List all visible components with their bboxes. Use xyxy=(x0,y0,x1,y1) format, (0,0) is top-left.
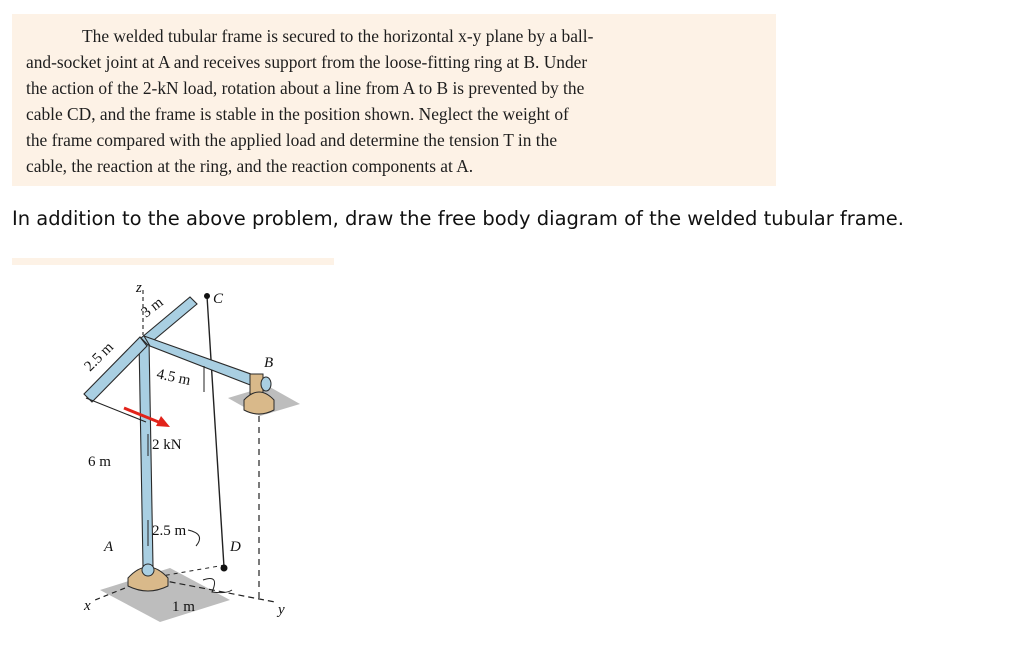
label-1m: 1 m xyxy=(172,599,195,615)
problem-line-1: The welded tubular frame is secured to the horizontal x-y plane by a ball- xyxy=(82,26,594,46)
vertical-tube xyxy=(139,340,153,567)
instruction-text: In addition to the above problem, draw the free body diagram of the welded tubular frame. xyxy=(12,207,904,230)
anchor-d xyxy=(221,565,228,572)
problem-line-5: the frame compared with the applied load and determine the tension T in the xyxy=(26,130,558,150)
label-3m: 3 m xyxy=(138,294,167,322)
load-line xyxy=(86,398,146,422)
label-4-5m: 4.5 m xyxy=(155,366,192,390)
label-b: B xyxy=(264,355,274,371)
label-a: A xyxy=(104,539,114,555)
label-y: y xyxy=(278,602,285,618)
problem-line-4: cable CD, and the frame is stable in the position shown. Neglect the weight of xyxy=(26,104,569,124)
ball-a xyxy=(142,564,154,576)
problem-line-6: cable, the reaction at the ring, and the reaction components at A. xyxy=(26,156,474,176)
label-2-5m-bottom: 2.5 m xyxy=(152,523,187,539)
label-c: C xyxy=(213,291,224,307)
label-d: D xyxy=(230,539,241,555)
problem-line-3: the action of the 2-kN load, rotation about a line from A to B is prevented by the xyxy=(26,78,585,98)
ring-base-b xyxy=(244,392,274,414)
point-c xyxy=(204,293,210,299)
problem-line-2: and-socket joint at A and receives support from the loose-fitting ring at B. Under xyxy=(26,52,588,72)
dim-2-5-arc xyxy=(188,530,200,546)
cable-cd xyxy=(207,296,224,567)
label-6m: 6 m xyxy=(88,454,111,470)
ring-b xyxy=(261,377,271,391)
label-2kn: 2 kN xyxy=(152,437,182,453)
label-z: z xyxy=(136,280,142,296)
label-x: x xyxy=(84,598,91,614)
label-2-5m-top: 2.5 m xyxy=(81,339,117,375)
